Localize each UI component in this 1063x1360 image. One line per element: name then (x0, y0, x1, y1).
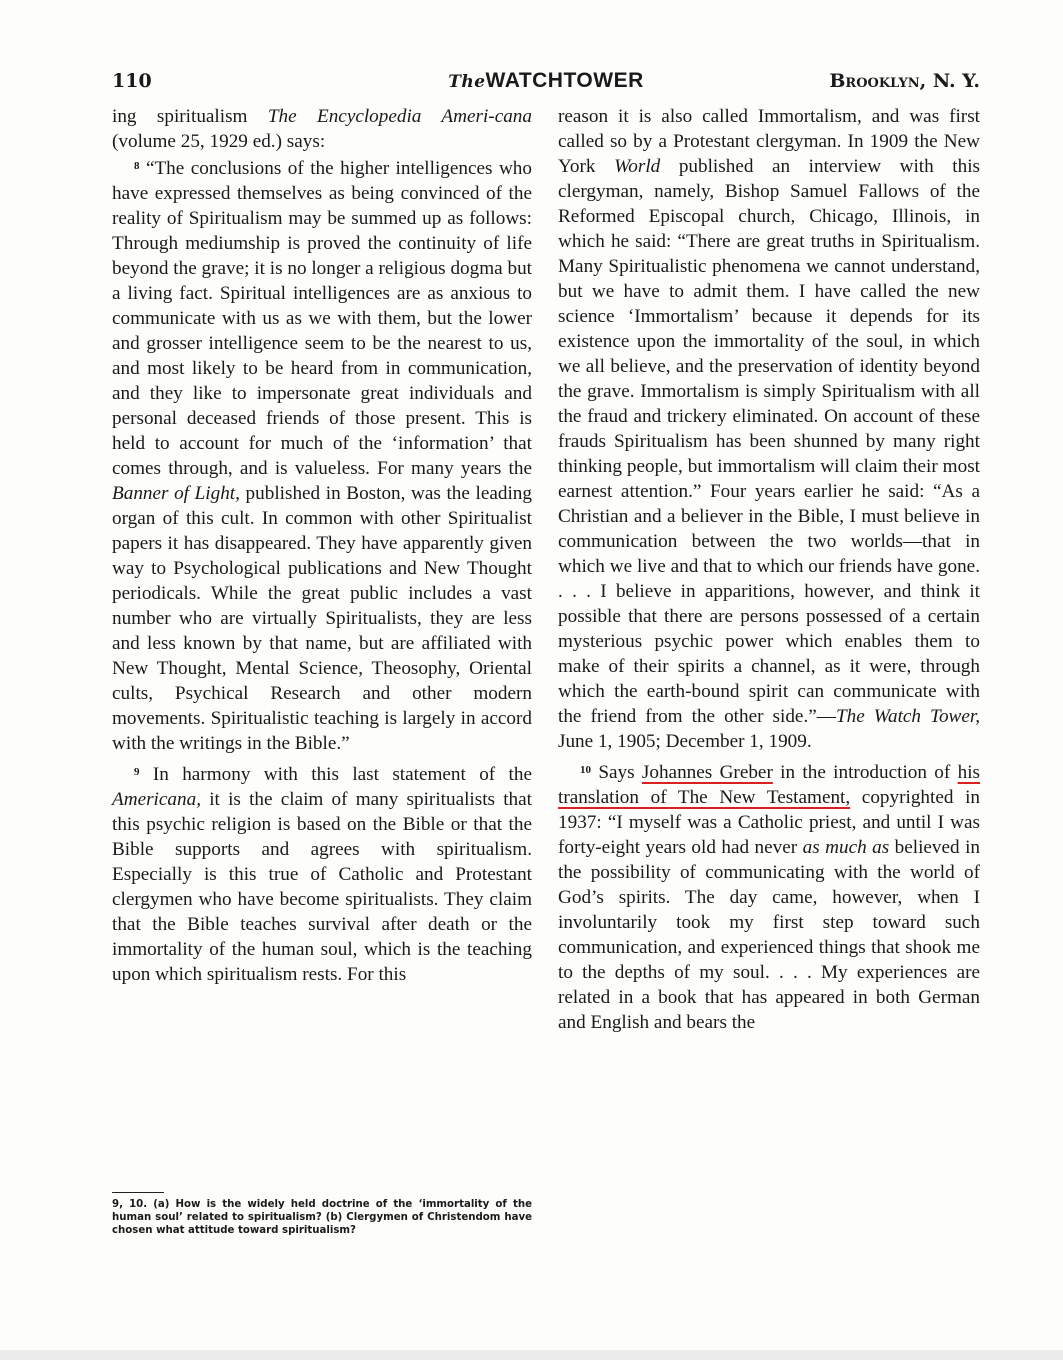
paragraph-9: $^9$ In harmony with this last statement of the Americana, it is the claim of many spiritualists that this psychic religion is based on the Bible or that the Bible supports and agrees with spiritualism. Especially is this true of Catholic and Protestant clergymen who have become spiritualists. They claim that the Bible teaches survival after death or the immortality of the human soul, which is the teaching upon which spiritualism rests. For this (112, 764, 532, 985)
study-questions-footnote: 9, 10. (a) How is the widely held doctrine of the ‘immortality of the human soul’ related to spiritualism? (b) Clergymen of Christendom have chosen what attitude toward spiritualism? (112, 1199, 532, 1236)
paragraph-number: 10 (580, 764, 591, 776)
underlined-author-name: Johannes Greber (641, 762, 773, 783)
title-main: WATCHTOWER (485, 69, 644, 92)
left-paragraph-1: ing spiritualism The Encyclopedia Ameri-cana (volume 25, 1929 ed.) says: (112, 106, 532, 152)
paragraph-10: $^{10}$ Says Johannes Greber in the introduction of his translation of The New Testament, copyrighted in 1937: “I myself was a Catholic priest, and until I was forty-eight years old had never as much as believed in the possibility of communicating with the world of God’s spirits. The day came, however, when I involuntarily took my first step toward such communication, and experienced things that shook me to the depths of my soul. . . . My experiences are related in a book that has appeared in both German and English and bears the (558, 762, 981, 1033)
paragraph-8: $^8$ “The conclusions of the higher intelligences who have expressed themselves as being convinced of the reality of Spiritualism may be summed up as follows: Through mediumship is proved the continuity of life beyond the grave; it is no longer a religious dogma but a living fact. Spiritual intelligences are as anxious to communicate with us as we with them, but the lower and grosser intelligence seem to be the nearest to us, and most likely to be heard from in communication, and they like to impersonate great individuals and personal deceased friends of those present. This is held to account for much of the ‘information’ that comes through, and is valueless. For many years the Banner of Light, published in Boston, was the leading organ of this cult. In common with other Spiritualist papers it has disappeared. They have apparently given way to Psychological publications and New Thought periodicals. While the great public includes a vast number who are virtually Spiritualists, they are less and less known by that name, but are affiliated with New Thought, Mental Science, Theosophy, Oriental cults, Psychical Research and other modern movements. Spiritualistic teaching is largely in accord with the writings in the Bible.” (112, 158, 532, 754)
footnote-divider (112, 1192, 164, 1193)
paragraph-number: 9 (134, 766, 140, 778)
left-column (112, 104, 532, 987)
page-header (112, 64, 980, 98)
title-the: The (448, 72, 486, 92)
paragraph-number: 8 (134, 160, 140, 172)
right-paragraph-1: reason it is also called Immortalism, and was first called so by a Protestant clergyman. In 1909 the New York World published an interview with this clergyman, namely, Bishop Samuel Fallows of the Reformed Episcopal church, Chicago, Illinois, in which he said: “There are great truths in Spiritualism. Many Spiritualistic phenomena we cannot understand, but we have to admit them. I have called the new science ‘Immortalism’ because it depends for its existence upon the immortality of the soul, in which we all believe, and the preservation of identity beyond the grave. Immortalism is simply Spiritualism with all the fraud and trickery eliminated. On account of these frauds Spiritualism has been shunned by many right thinking people, but immortalism will claim their most earnest attention.” Four years earlier he said: “As a Christian and a believer in the Bible, I must believe in communication between the two worlds—that in which we live and that to which our friends have gone. . . . I believe in apparitions, however, and think it possible that there are persons possessed of a certain mysterious psychic power which enables them to make of their spirits a channel, as it were, through which the earth-bound spirit can communicate with the friend from the other side.”—The Watch Tower, June 1, 1905; December 1, 1909. (558, 106, 980, 752)
publication-location: Brooklyn, N. Y. (829, 70, 980, 92)
right-column (558, 104, 980, 1035)
underlined-translation-title: his translation of The New Testament, (558, 762, 981, 808)
page-bottom-edge (0, 1350, 1063, 1360)
page-number: 110 (112, 70, 152, 92)
